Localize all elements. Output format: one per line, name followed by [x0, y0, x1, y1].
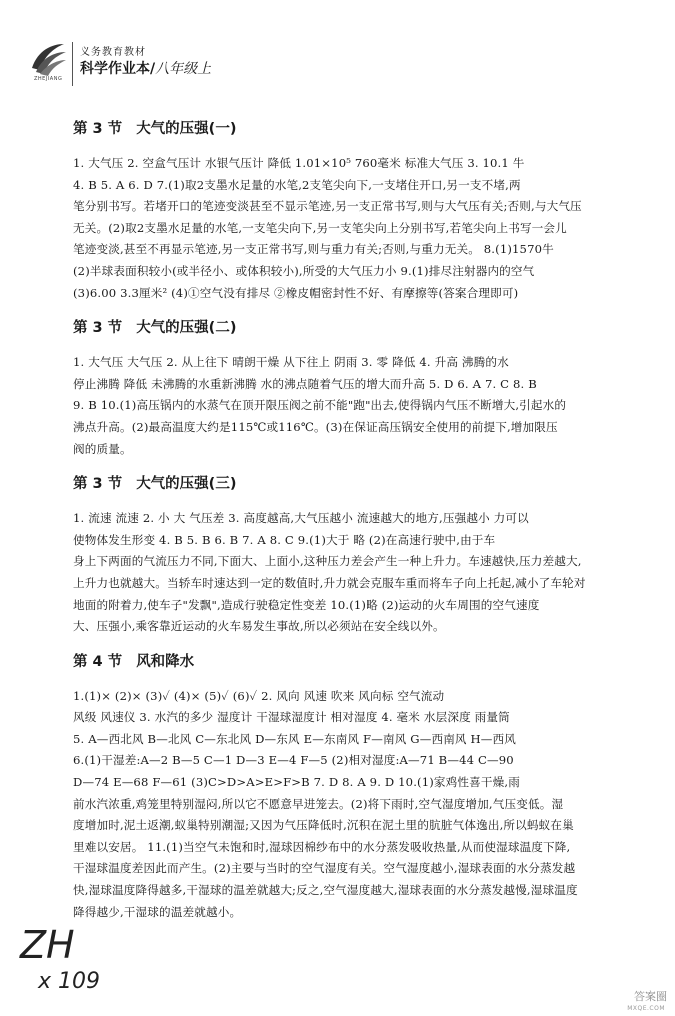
- answer-line: 5. A—西北风 B—北风 C—东北风 D—东风 E—东南风 F—南风 G—西南风 H—西风: [73, 731, 517, 746]
- section-title-text: 大气的压强(一): [136, 121, 237, 137]
- section-title: [73, 119, 633, 139]
- answer-line: 1. 流速 流速 2. 小 大 气压差 3. 高度越高,大气压越小 流速越大的地方,压强越小 力可以: [73, 511, 529, 526]
- answer-line: 里难以安居。 11.(1)当空气未饱和时,湿球因棉纱布中的水分蒸发吸收热量,从而使湿球温度下降,: [73, 839, 571, 854]
- grade-label: 八年级上: [155, 61, 212, 77]
- section-part: 第 3 节: [73, 121, 123, 137]
- section-title: [73, 318, 633, 338]
- answer-line: (3)6.00 3.3厘米² (4)①空气没有排尽 ②橡皮帽密封性不好、有摩擦等(答案合理即可): [73, 285, 519, 300]
- answer-content: [73, 119, 633, 937]
- section-title-text: 风和降水: [136, 653, 195, 670]
- header-divider: [72, 42, 73, 86]
- answer-line: 快,湿球温度降得越多,干湿球的温差就越大;反之,空气湿度越大,湿球表面的水分蒸发越慢,湿球温度: [73, 883, 578, 898]
- answer-line: D—74 E—68 F—61 (3)C>D>A>E>F>B 7. D 8. A 9. D 10.(1)家鸡性喜干燥,雨: [73, 775, 520, 790]
- answer-line: 9. B 10.(1)高压锅内的水蒸气在顶开限压阀之前不能"跑"出去,使得锅内气压不断增大,引起水的: [73, 398, 567, 413]
- answer-line: 沸点升高。(2)最高温度大约是115℃或116℃。(3)在保证高压锅安全使用的前提下,增加限压: [73, 419, 558, 434]
- answer-line: 无关。(2)取2支墨水足量的水笔,一支笔尖向下,另一支笔尖向上分别书写,若笔尖向上书写一会儿: [73, 220, 567, 235]
- answer-line: 笔分别书写。若堵开口的笔迹变淡甚至不显示笔迹,另一支正常书写,则与大气压有关;否则,与大气压: [73, 199, 582, 214]
- answer-line: 1. 大气压 大气压 2. 从上往下 晴朗干燥 从下往上 阴雨 3. 零 降低 4. 升高 沸腾的水: [73, 355, 509, 370]
- answer-line: 度增加时,泥土返潮,蚁巢特别潮湿;又因为气压降低时,沉积在泥土里的肮脏气体逸出,所以蚂蚁在巢: [73, 818, 574, 833]
- book-title: [80, 58, 211, 78]
- watermark-url: MXQE.COM: [627, 1005, 665, 1012]
- answer-lines: [73, 153, 633, 304]
- answer-lines: [73, 352, 633, 460]
- answer-line: 降得越少,干湿球的温差就越小。: [73, 904, 242, 919]
- section-title-text: 大气的压强(二): [136, 320, 237, 337]
- answer-line: 4. B 5. A 6. D 7.(1)取2支墨水足量的水笔,2支笔尖向下,一支堵住开口,另一支不堵,两: [73, 177, 521, 192]
- answer-line: 身上下两面的气流压力不同,下面大、上面小,这种压力差会产生一种上升力。车速越快,压力差越大,: [73, 554, 582, 569]
- section-air-pressure-3: [73, 474, 633, 638]
- handwritten-note: [18, 918, 138, 998]
- answer-line: 阀的质量。: [73, 441, 132, 456]
- section-air-pressure-2: [73, 318, 633, 460]
- answer-lines: [73, 508, 633, 638]
- handwritten-line-2: x 109: [38, 969, 101, 994]
- answer-line: 上升力也就越大。当轿车时速达到一定的数值时,升力就会克服车重而将车子向上托起,减小了车轮对: [73, 575, 586, 590]
- section-part: 第 3 节: [73, 320, 123, 337]
- answer-line: 1. 大气压 2. 空盒气压计 水银气压计 降低 1.01×10⁵ 760毫米 标准大气压 3. 10.1 牛: [73, 156, 525, 170]
- section-air-pressure-1: [73, 119, 633, 304]
- section-title-text: 大气的压强(三): [136, 476, 237, 493]
- answer-line: 笔迹变淡,甚至不再显示笔迹,另一支正常书写,则与重力有关;否则,与重力无关。 8.(1)1570牛: [73, 242, 554, 257]
- series-label: 义务教育教材: [80, 47, 146, 58]
- handwritten-line-1: ZH: [20, 923, 75, 967]
- answer-line: 地面的附着力,使车子"发飘",造成行驶稳定性变差 10.(1)略 (2)运动的火车周围的空气速度: [73, 597, 540, 612]
- watermark: [581, 986, 667, 1012]
- section-title: [73, 474, 633, 494]
- answer-lines: [73, 686, 633, 924]
- answer-line: 1.(1)× (2)× (3)✓ (4)× (5)✓ (6)✓ 2. 风向 风速 吹来 风向标 空气流动: [73, 688, 445, 703]
- logo-caption: ZHEJIANG: [34, 76, 63, 82]
- answer-line: 停止沸腾 降低 未沸腾的水重新沸腾 水的沸点随着气压的增大而升高 5. D 6. A 7. C 8. B: [73, 376, 537, 391]
- answer-line: 使物体发生形变 4. B 5. B 6. B 7. A 8. C 9.(1)大于 略 (2)在高速行驶中,由于车: [73, 532, 496, 547]
- answer-line: (2)半球表面积较小(或半径小、或体积较小),所受的大气压力小 9.(1)排尽注射器内的空气: [73, 263, 535, 278]
- book-title-text: 科学作业本: [80, 61, 150, 77]
- page-header: [28, 38, 328, 88]
- answer-line: 大、压强小,乘客靠近运动的火车易发生事故,所以必须站在安全线以外。: [73, 619, 445, 634]
- section-title: [73, 652, 633, 672]
- watermark-text: 答案圈: [634, 990, 667, 1003]
- answer-line: 风级 风速仪 3. 水汽的多少 湿度计 干湿球湿度计 相对湿度 4. 毫米 水层深度 雨量筒: [73, 710, 510, 725]
- section-part: 第 4 节: [73, 653, 123, 670]
- section-part: 第 3 节: [73, 476, 123, 493]
- answer-line: 6.(1)干湿差:A—2 B—5 C—1 D—3 E—4 F—5 (2)相对湿度:A—71 B—44 C—90: [73, 753, 514, 768]
- answer-line: 前水汽浓重,鸡笼里特别湿闷,所以它不愿意早进笼去。(2)将下雨时,空气湿度增加,气压变低。湿: [73, 796, 564, 811]
- title-separator: /: [150, 61, 156, 77]
- section-wind-and-precipitation: [73, 652, 633, 924]
- answer-line: 干湿球温度差因此而产生。(2)主要与当时的空气湿度有关。空气湿度越小,湿球表面的水分蒸发越: [73, 861, 576, 876]
